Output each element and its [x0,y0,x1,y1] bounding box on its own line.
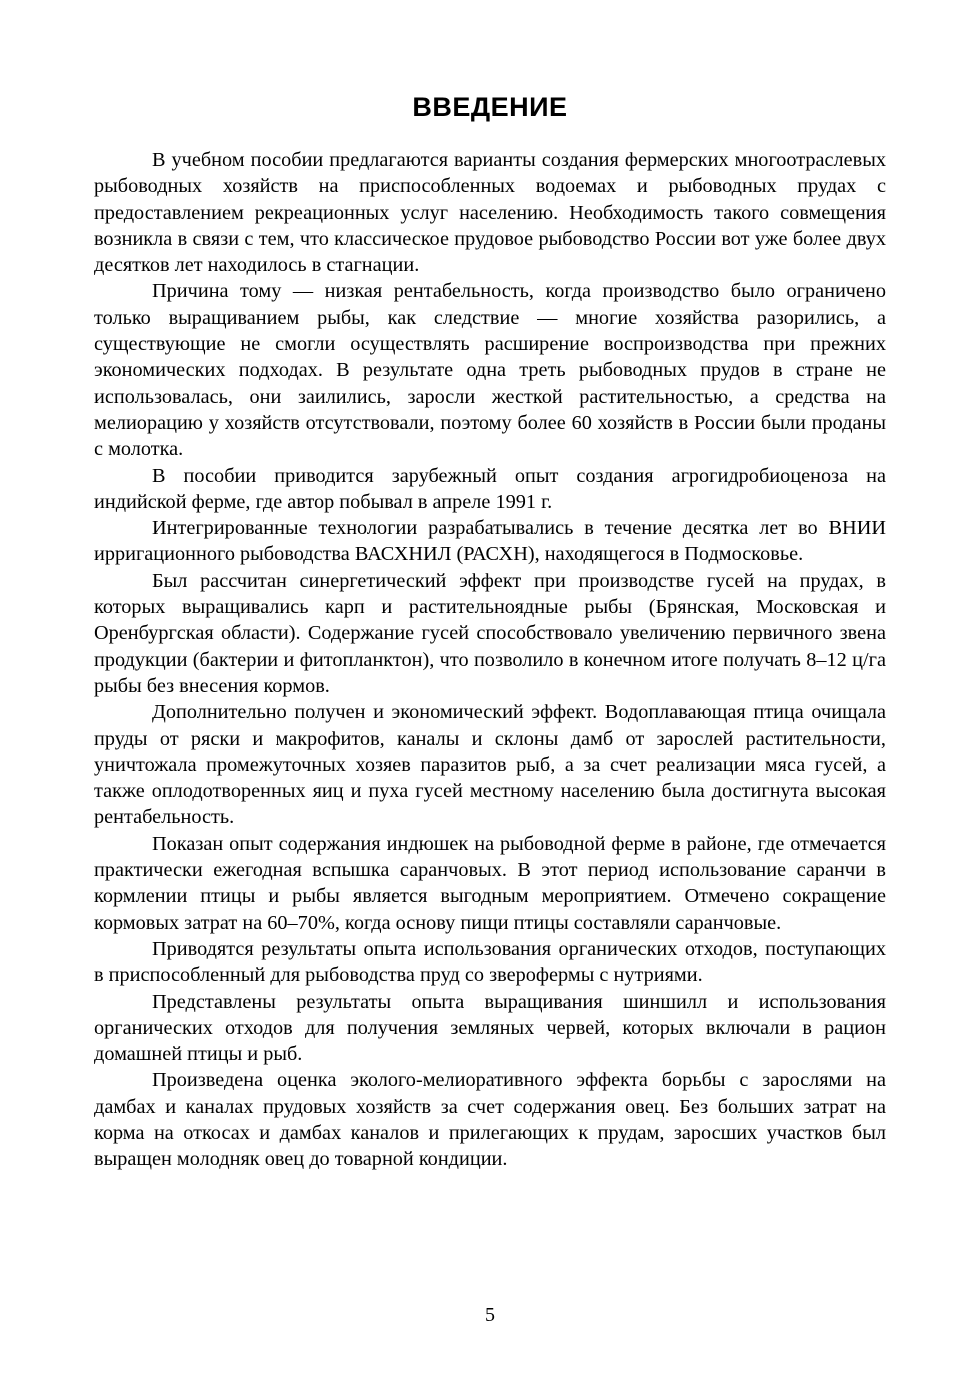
paragraph: Представлены результаты опыта выращивания шиншилл и использования органических отходов для получения земляных червей, которых включали в рацион домашней птицы и рыб. [94,990,886,1066]
paragraph: Произведена оценка эколого-мелиоративного эффекта борьбы с зарослями на дамбах и каналах прудовых хозяйств за счет содержания овец. Без больших затрат на корма на откосах и дамбах каналов и прилегающих к прудам, заросших участков был выращен молодняк овец до товарной кондиции. [94,1069,886,1171]
paragraph: Показан опыт содержания индюшек на рыбоводной ферме в районе, где отмечается практически ежегодная вспышка саранчовых. В этот период использование саранчи в кормлении птицы и рыбы является выгодным мероприятием. Отмечено сокращение кормовых затрат на 60–70%, когда основу пищи птицы составляли саранчовые. [94,832,886,934]
paragraph: Интегрированные технологии разрабатывались в течение десятка лет во ВНИИ ирригационного рыбоводства ВАСХНИЛ (РАСХН), находящегося в Подмосковье. [94,517,886,566]
paragraph: Дополнительно получен и экономический эффект. Водоплавающая птица очищала пруды от ряски и макрофитов, каналы и склоны дамб от зарослей растительности, уничтожала промежуточных хозяев паразитов рыб, а за счет реализации мяса гусей, а также оплодотворенных яиц и пуха гусей местному населению была достигнута высокая рентабельность. [94,701,886,829]
paragraph: Причина тому — низкая рентабельность, когда производство было ограничено только выращиванием рыбы, как следствие — многие хозяйства разорились, а существующие не смогли осуществлять расширение воспроизводства при прежних экономических подходах. В результате одна треть рыбоводных прудов в стране не использовалась, они заилились, заросли жесткой растительностью, а средства на мелиорацию у хозяйств отсутствовали, поэтому более 60 хозяйств в России были проданы с молотка. [94,280,886,461]
page-number: 5 [485,1304,495,1326]
paragraph: В пособии приводится зарубежный опыт создания агрогидробиоценоза на индийской ферме, где автор побывал в апреле 1991 г. [94,464,886,513]
page-title: ВВЕДЕНИЕ [412,92,568,122]
paragraph: Был рассчитан синергетический эффект при производстве гусей на прудах, в которых выращивались карп и растительноядные рыбы (Брянская, Московская и Оренбургская области). Содержание гусей способствовало увеличению первичного звена продукции (бактерии и фитопланктон), что позволило в конечном итоге получать 8–12 ц/га рыбы без внесения кормов. [94,569,886,697]
body-text [94,147,886,1173]
paragraph: Приводятся результаты опыта использования органических отходов, поступающих в приспособленный для рыбоводства пруд со зверофермы с нутриями. [94,937,886,987]
paragraph: В учебном пособии предлагаются варианты создания фермерских многоотраслевых рыбоводных хозяйств на приспособленных водоемах и рыбоводных прудах с предоставлением рекреационных услуг населению. Необходимость такого совмещения возникла в связи с тем, что классическое прудовое рыбоводство России вот уже более двух десятков лет находилось в стагнации. [94,149,886,277]
